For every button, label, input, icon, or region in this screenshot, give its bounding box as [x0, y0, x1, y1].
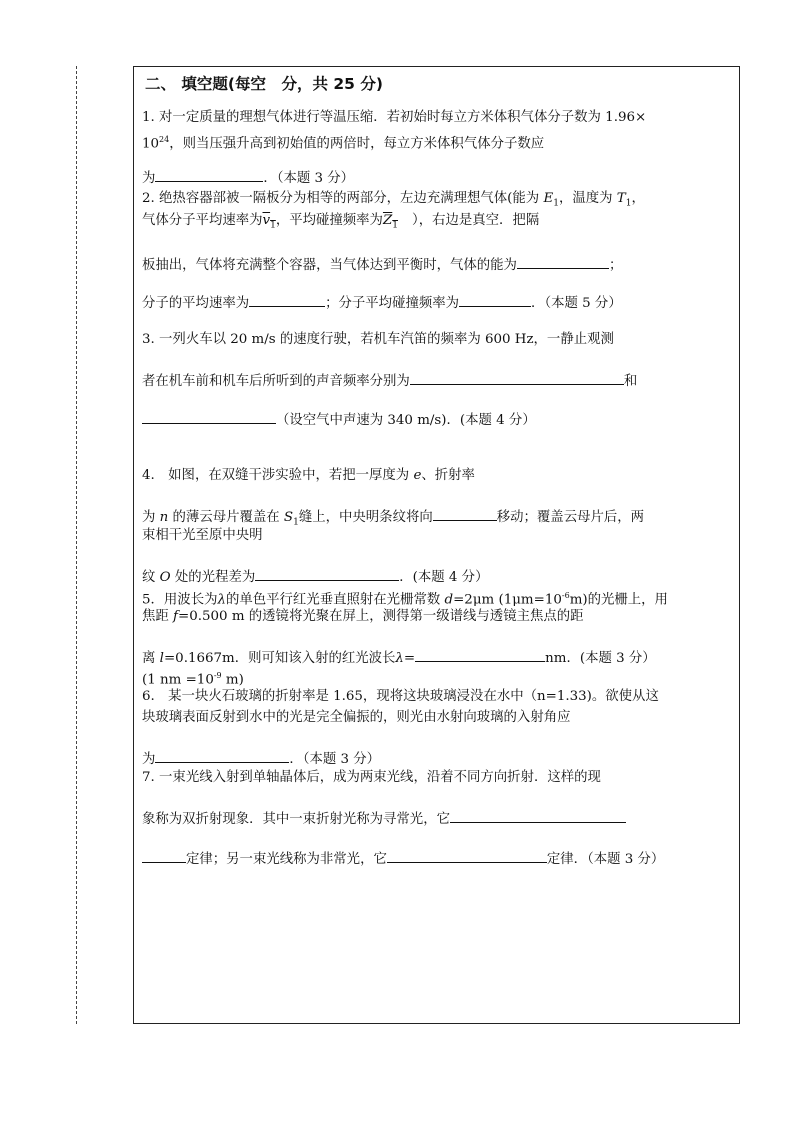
q6-line-1: [142, 689, 659, 705]
q2-text-1b: ，温度为: [558, 191, 617, 206]
q5-text-1c: =2μm (1μm=10: [453, 592, 562, 608]
q5-wavelength-blank[interactable]: [415, 648, 545, 662]
q3-text-1: 3. 一列火车以 20 m/s 的速度行驶，若机车汽笛的频率为 600 Hz，一静止观测: [142, 332, 614, 347]
q2-sub-v: 1: [270, 220, 276, 231]
q4-line-3: [142, 528, 263, 544]
q1-number-base: 10: [142, 136, 160, 152]
q4-text-4a: 纹: [142, 570, 160, 585]
q2-text-3b: ；: [608, 258, 623, 273]
q2-symbol-E: E: [543, 191, 554, 206]
q4-text-2a: 为: [142, 510, 160, 525]
q4-text-1b: 、折射率: [421, 468, 475, 483]
q2-text-1c: ，: [631, 191, 645, 206]
q2-line-2: [142, 213, 539, 234]
q7-text-2: 象称为双折射现象．其中一束折射光称为寻常光，它: [142, 812, 450, 827]
q2-collision-freq-symbol: [382, 213, 398, 231]
q4-direction-blank[interactable]: [433, 507, 497, 521]
q1-text-1: 1. 对一定质量的理想气体进行等温压缩．若初始时每立方米体积气体分子数为 1.96×: [142, 110, 647, 125]
q1-text-3b: ．（本题 3 分）: [263, 171, 355, 186]
q5-symbol-lambda-2: λ: [395, 651, 404, 666]
binding-cut-line: [76, 66, 77, 1024]
q5-exponent-2: -9: [213, 671, 222, 680]
q5-text-4a: (1 nm =10: [142, 672, 214, 688]
q2-speed-blank[interactable]: [249, 293, 325, 307]
q4-line-1: [142, 468, 475, 484]
q2-text-2b: ，平均碰撞频率为: [275, 213, 383, 228]
q7-line-1: [142, 770, 601, 786]
q5-text-1a: 5．用波长为: [142, 592, 218, 608]
q7-text-1: 7. 一束光线入射到单轴晶体后，成为两束光线，沿着不同方向折射．这样的现: [142, 770, 601, 785]
q7-extraordinary-blank[interactable]: [387, 849, 547, 863]
q7-line-2: [142, 809, 626, 828]
q5-line-3: [142, 648, 656, 667]
q4-text-4c: ．(本题 4 分）: [399, 570, 489, 585]
q4-text-2b: 的薄云母片覆盖在: [168, 510, 284, 525]
q2-energy-blank[interactable]: [517, 255, 609, 269]
q5-text-4b: m): [221, 672, 244, 688]
q5-symbol-d: d: [444, 592, 454, 608]
q6-text-2: 块玻璃表面反射到水中的光是完全偏振的，则光由水射向玻璃的入射角应: [142, 710, 571, 725]
q3-text-2a: 者在机车前和机车后所听到的声音频率分别为: [142, 374, 410, 389]
q2-text-1a: 2. 绝热容器部被一隔板分为相等的两部分，左边充满理想气体(能为: [142, 191, 544, 206]
q2-sub-T: 1: [625, 198, 632, 209]
q6-text-3b: ．（本题 3 分）: [289, 752, 381, 767]
q5-line-1: [142, 588, 668, 608]
q7-ordinary-blank-2[interactable]: [142, 849, 186, 863]
q3-line-2: [142, 371, 637, 390]
q6-line-2: [142, 710, 571, 726]
q4-symbol-O: O: [159, 570, 171, 585]
q4-text-1a: 4. 如图，在双缝干涉实验中，若把一厚度为: [142, 468, 414, 483]
q5-text-1d: m)的光栅上，用: [569, 592, 668, 608]
q3-line-1: [142, 332, 614, 348]
q4-text-2c: 缝上，中央明条纹将向: [298, 510, 433, 525]
q1-line-2: [142, 132, 544, 152]
q1-line-1: [142, 110, 646, 126]
q3-text-3: （设空气中声速为 340 m/s)．(本题 4 分）: [276, 413, 536, 428]
q2-text-4a: 分子的平均速率为: [142, 296, 250, 311]
q7-text-3a: 定律；另一束光线称为非常光，它: [186, 852, 387, 867]
q3-text-2b: 和: [623, 374, 638, 389]
q6-angle-blank[interactable]: [155, 749, 289, 763]
q5-text-3b: =0.1667m．则可知该入射的红光波长: [163, 651, 396, 666]
section-heading: 二、 填空题(每空 分，共 25 分): [145, 75, 383, 93]
q2-text-4b: ；分子平均碰撞频率为: [325, 296, 460, 311]
q2-text-2a: 气体分子平均速率为: [142, 213, 263, 228]
q4-text-2d: 移动；覆盖云母片后，两: [496, 510, 645, 525]
q2-line-4: [142, 293, 622, 312]
q3-rear-frequency-blank[interactable]: [142, 410, 276, 424]
q4-text-3: 束相干光至原中央明: [142, 528, 263, 543]
q6-text-1: 6. 某一块火石玻璃的折射率是 1.65，现将这块玻璃浸没在水中（n=1.33)。欲使从这: [142, 689, 659, 704]
q4-symbol-n: n: [159, 510, 169, 525]
q4-path-difference-blank[interactable]: [255, 567, 399, 581]
q4-sub-S: 1: [293, 517, 299, 528]
q1-exponent: 24: [159, 135, 170, 144]
q4-symbol-S: S: [283, 510, 294, 525]
q2-sub-E: 1: [553, 198, 559, 209]
q2-symbol-Z: Z: [382, 213, 393, 228]
q4-line-4: [142, 567, 488, 586]
q6-text-3a: 为: [142, 752, 156, 767]
q2-mean-speed-symbol: [262, 213, 276, 231]
q5-symbol-l: l: [159, 651, 164, 666]
q4-symbol-e: e: [413, 468, 422, 483]
q5-line-2: [142, 609, 584, 625]
q2-line-3: [142, 255, 622, 274]
q2-frequency-blank[interactable]: [459, 293, 531, 307]
q5-symbol-lambda: λ: [217, 592, 226, 608]
q3-line-3: [142, 410, 536, 429]
q5-text-3d: nm．(本题 3 分）: [545, 651, 656, 666]
q2-text-3a: 板抽出，气体将充满整个容器，当气体达到平衡时，气体的能为: [142, 258, 517, 273]
q2-line-1: [142, 191, 645, 212]
q2-symbol-v: v: [262, 213, 271, 228]
q7-line-3: [142, 849, 664, 868]
q5-symbol-f: f: [173, 609, 179, 624]
q2-symbol-T: T: [616, 191, 626, 206]
q1-answer-blank[interactable]: [155, 168, 263, 182]
q5-line-4: [142, 668, 244, 688]
q5-text-3c: =: [403, 651, 416, 666]
q5-exponent-1: -6: [561, 591, 570, 600]
q1-text-2: ，则当压强升高到初始值的两倍时，每立方米体积气体分子数应: [169, 136, 545, 152]
q6-line-3: [142, 749, 380, 768]
q2-text-2c: ），右边是真空．把隔: [412, 213, 540, 228]
q1-line-3: [142, 168, 354, 187]
q4-text-4b: 处的光程差为: [170, 570, 256, 585]
q7-ordinary-blank-1[interactable]: [450, 809, 626, 823]
q5-text-2a: 焦距: [142, 609, 174, 624]
q5-text-2b: =0.500 m 的透镜将光聚在屏上，测得第一级谱线与透镜主焦点的距: [178, 609, 584, 624]
q5-text-3a: 离: [142, 651, 160, 666]
q1-text-3a: 为: [142, 171, 156, 186]
q2-text-4c: ．（本题 5 分）: [531, 296, 622, 311]
q2-sub-Z: 1: [392, 220, 398, 231]
q3-front-frequency-blank[interactable]: [410, 371, 624, 385]
q5-text-1b: 的单色平行红光垂直照射在光栅常数: [225, 592, 445, 608]
q7-text-3b: 定律．（本题 3 分）: [546, 852, 665, 867]
